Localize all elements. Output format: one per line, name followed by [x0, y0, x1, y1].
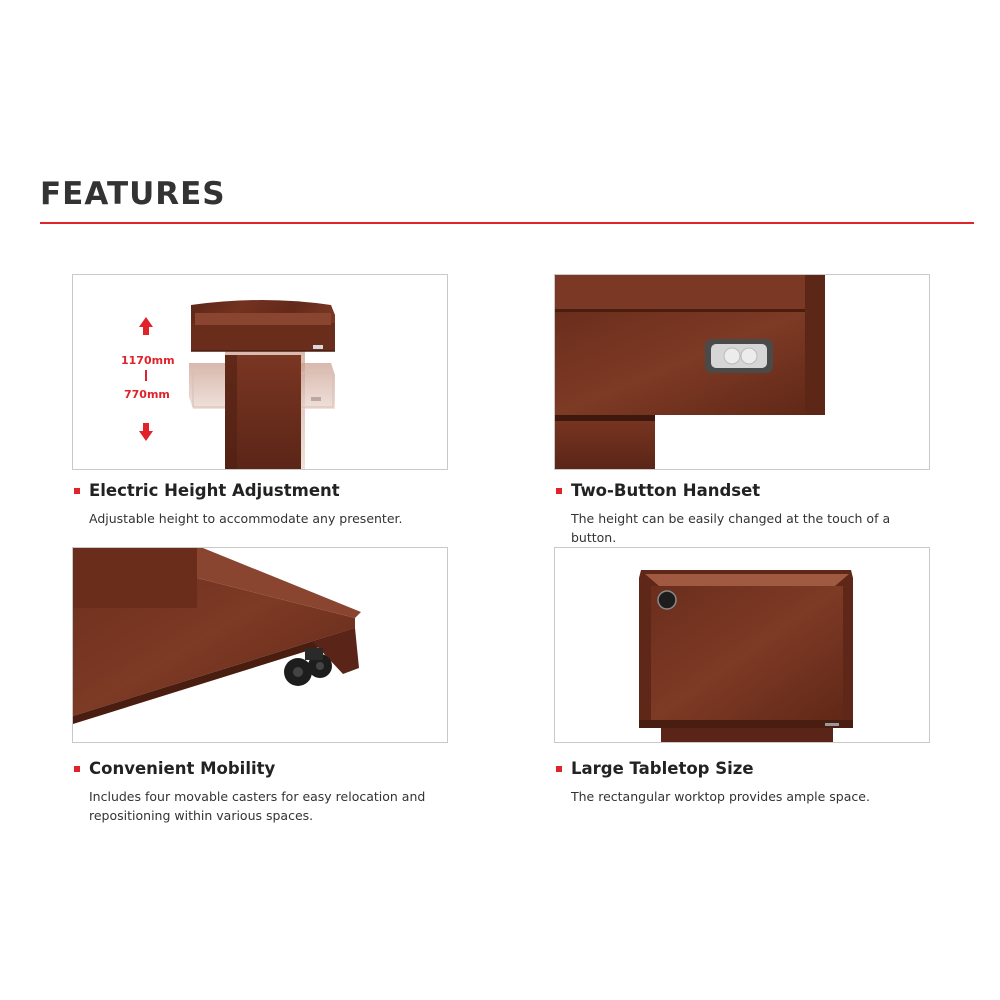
feature-description: The height can be easily changed at the touch of a button.: [571, 511, 891, 545]
feature-convenient-mobility: [74, 759, 474, 825]
feature-two-button-handset: [556, 481, 956, 547]
handset-closeup-icon: [555, 275, 929, 469]
feature-description: The rectangular worktop provides ample space.: [571, 789, 870, 804]
tabletop-top-view-icon: [555, 548, 929, 742]
height-adjust-image: [72, 274, 448, 470]
bullet-icon: [74, 488, 80, 494]
bullet-icon: [556, 488, 562, 494]
page-title: FEATURES: [40, 176, 226, 212]
mobility-image: [72, 547, 448, 743]
feature-height-adjustment: [74, 481, 474, 528]
handset-image: [554, 274, 930, 470]
feature-title: Two-Button Handset: [571, 481, 761, 500]
feature-title: Convenient Mobility: [89, 759, 276, 778]
feature-title: Large Tabletop Size: [571, 759, 754, 778]
bullet-icon: [556, 766, 562, 772]
title-divider: [40, 222, 974, 224]
max-height-label: 1170mm: [121, 354, 175, 367]
feature-large-tabletop: [556, 759, 956, 806]
min-height-label: 770mm: [124, 388, 170, 401]
bullet-icon: [74, 766, 80, 772]
feature-title: Electric Height Adjustment: [89, 481, 340, 500]
feature-description: Adjustable height to accommodate any presenter.: [89, 511, 403, 526]
tabletop-image: [554, 547, 930, 743]
caster-closeup-icon: [73, 548, 447, 742]
height-adjust-lectern-icon: [73, 275, 447, 469]
feature-description: Includes four movable casters for easy relocation and repositioning within various spaces.: [89, 789, 426, 823]
